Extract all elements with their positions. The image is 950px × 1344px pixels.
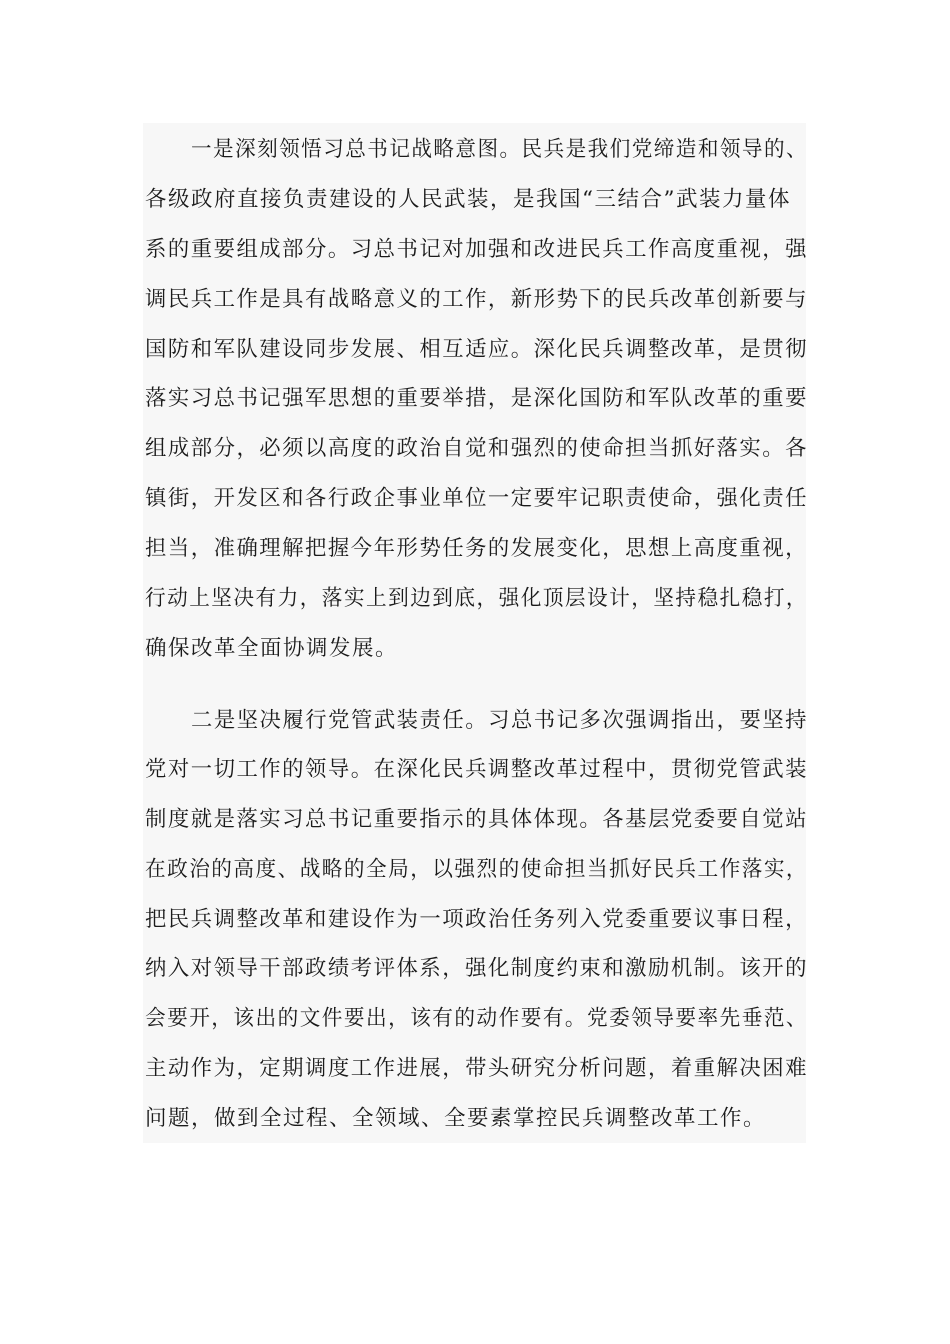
paragraph-2-line-2: 党对一切工作的领导。在深化民兵调整改革过程中，贯彻党管武装 <box>145 757 809 782</box>
paragraph-1-line-7: 组成部分，必须以高度的政治自觉和强烈的使命担当抓好落实。各 <box>145 436 809 461</box>
paragraph-1-line-6: 落实习总书记强军思想的重要举措，是深化国防和军队改革的重要 <box>145 386 809 411</box>
paragraph-2-line-9: 问题，做到全过程、全领域、全要素掌控民兵调整改革工作。 <box>145 1106 767 1131</box>
paragraph-2-line-1: 二是坚决履行党管武装责任。习总书记多次强调指出，要坚持 <box>191 708 809 733</box>
paragraph-2-line-5: 把民兵调整改革和建设作为一项政治任务列入党委重要议事日程， <box>145 907 809 932</box>
paragraph-1-line-4: 调民兵工作是具有战略意义的工作，新形势下的民兵改革创新要与 <box>145 287 809 312</box>
paragraph-1-line-1: 一是深刻领悟习总书记战略意图。民兵是我们党缔造和领导的、 <box>191 137 809 162</box>
paragraph-1-line-10: 行动上坚决有力，落实上到边到底，强化顶层设计，坚持稳扎稳打， <box>145 586 809 611</box>
paragraph-1-line-2: 各级政府直接负责建设的人民武装，是我国“三结合”武装力量体 <box>145 187 791 212</box>
paragraph-1-line-3: 系的重要组成部分。习总书记对加强和改进民兵工作高度重视，强 <box>145 237 809 262</box>
paragraph-1-line-11: 确保改革全面协调发展。 <box>145 636 399 661</box>
paragraph-1-line-9: 担当，准确理解把握今年形势任务的发展变化，思想上高度重视， <box>145 536 809 561</box>
paragraph-2-line-8: 主动作为，定期调度工作进展，带头研究分析问题，着重解决困难 <box>145 1056 809 1081</box>
paragraph-2-line-4: 在政治的高度、战略的全局，以强烈的使命担当抓好民兵工作落实， <box>145 857 809 882</box>
paragraph-2-line-6: 纳入对领导干部政绩考评体系，强化制度约束和激励机制。该开的 <box>145 956 809 981</box>
paragraph-2-line-7: 会要开，该出的文件要出，该有的动作要有。党委领导要率先垂范、 <box>145 1006 809 1031</box>
paragraph-1-line-5: 国防和军队建设同步发展、相互适应。深化民兵调整改革，是贯彻 <box>145 337 809 362</box>
paragraph-1-line-8: 镇街，开发区和各行政企事业单位一定要牢记职责使命，强化责任 <box>145 486 809 511</box>
paragraph-2-line-3: 制度就是落实习总书记重要指示的具体体现。各基层党委要自觉站 <box>145 807 809 832</box>
